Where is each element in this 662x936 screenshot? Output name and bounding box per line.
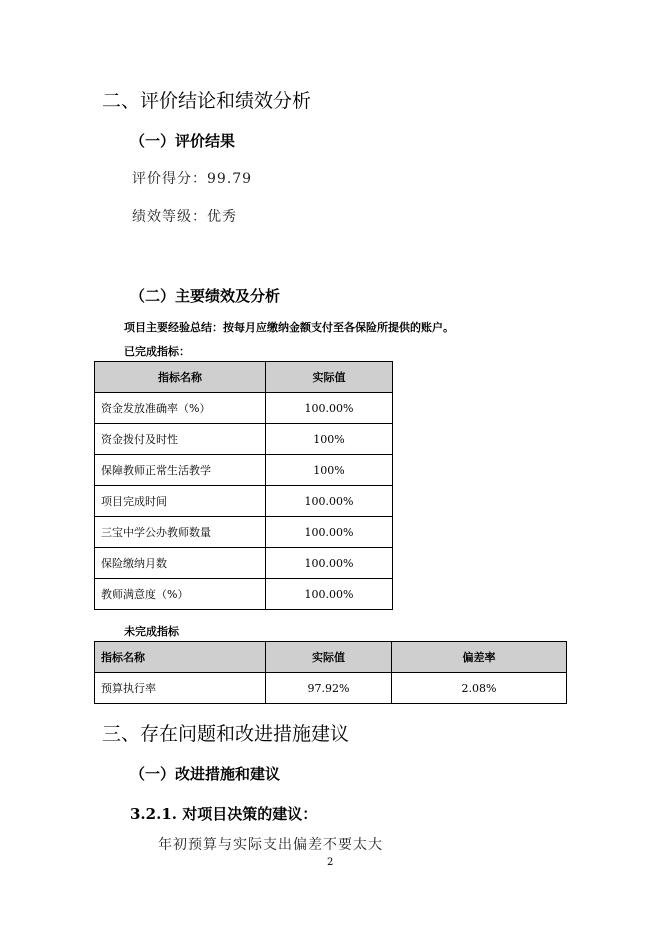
indicator-name: 保障教师正常生活教学	[95, 455, 266, 486]
improvement-measures-heading: （一）改进措施和建议	[130, 765, 281, 783]
indicator-value: 100.00%	[266, 548, 393, 579]
table-row	[95, 486, 393, 517]
evaluation-result-heading: （一）评价结果	[130, 132, 236, 150]
indicator-value: 100%	[266, 424, 393, 455]
indicator-name: 项目完成时间	[95, 486, 266, 517]
column-header: 实际值	[266, 642, 392, 673]
column-header: 指标名称	[95, 362, 266, 393]
suggestion-text: 年初预算与实际支出偏差不要太大	[158, 837, 383, 853]
indicator-value: 100.00%	[266, 393, 393, 424]
performance-grade: 绩效等级：优秀	[132, 209, 237, 225]
column-header: 指标名称	[95, 642, 266, 673]
section-3-heading: 三、存在问题和改进措施建议	[102, 723, 350, 745]
indicator-value: 100.00%	[266, 517, 393, 548]
indicator-name: 资金拨付及时性	[95, 424, 266, 455]
table-row	[95, 673, 567, 704]
indicator-value: 100.00%	[266, 486, 393, 517]
indicator-name: 保险缴纳月数	[95, 548, 266, 579]
uncompleted-indicators-label: 未完成指标	[124, 625, 179, 638]
completed-indicators-table	[94, 361, 393, 610]
table-row	[95, 517, 393, 548]
column-header: 实际值	[266, 362, 393, 393]
indicator-value: 97.92%	[266, 673, 392, 704]
main-performance-heading: （二）主要绩效及分析	[130, 287, 281, 305]
table-header-row	[95, 362, 393, 393]
table-row	[95, 579, 393, 610]
table-row	[95, 548, 393, 579]
table-row	[95, 455, 393, 486]
completed-indicators-label: 已完成指标：	[124, 345, 190, 358]
experience-summary: 项目主要经验总结：按每月应缴纳金额支付至各保险所提供的账户。	[124, 321, 454, 334]
indicator-name: 教师满意度（%）	[95, 579, 266, 610]
uncompleted-indicators-table	[94, 641, 567, 704]
table-row	[95, 393, 393, 424]
column-header: 偏差率	[392, 642, 567, 673]
table-header-row	[95, 642, 567, 673]
indicator-name: 预算执行率	[95, 673, 266, 704]
table-row	[95, 424, 393, 455]
indicator-name: 资金发放准确率（%）	[95, 393, 266, 424]
page-number: 2	[327, 857, 334, 868]
indicator-name: 三宝中学公办教师数量	[95, 517, 266, 548]
project-decision-suggestion-heading: 3.2.1. 对项目决策的建议：	[130, 805, 318, 823]
indicator-value: 100.00%	[266, 579, 393, 610]
evaluation-score: 评价得分：99.79	[132, 171, 253, 187]
section-2-heading: 二、评价结论和绩效分析	[102, 90, 312, 112]
deviation-rate: 2.08%	[392, 673, 567, 704]
indicator-value: 100%	[266, 455, 393, 486]
